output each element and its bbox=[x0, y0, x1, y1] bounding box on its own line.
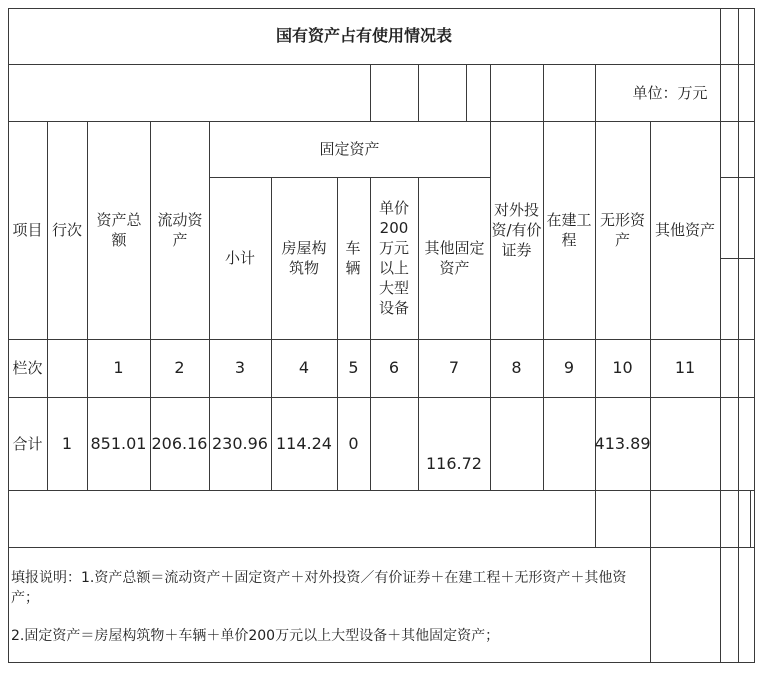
column-number-label: 栏次 bbox=[12, 359, 43, 377]
total-row-label: 合计 bbox=[12, 434, 43, 453]
total-row-current-assets: 206.16 bbox=[151, 433, 208, 453]
header-row-no: 行次 bbox=[51, 221, 82, 239]
header-current-assets: 流动资产 bbox=[157, 211, 203, 249]
header-investment: 对外投资/有价证券 bbox=[491, 201, 542, 259]
header-subtotal: 小计 bbox=[224, 249, 255, 267]
header-other-fixed: 其他固定资产 bbox=[424, 239, 485, 277]
header-total-assets: 资产总额 bbox=[96, 211, 142, 249]
header-intangible: 无形资产 bbox=[599, 211, 645, 249]
total-row-total-assets: 851.01 bbox=[90, 433, 147, 453]
column-number-3: 3 bbox=[234, 358, 246, 377]
header-construction: 在建工程 bbox=[546, 211, 592, 249]
total-row-investment bbox=[490, 397, 543, 490]
column-number-1: 1 bbox=[113, 358, 124, 377]
header-buildings: 房屋构筑物 bbox=[281, 239, 327, 277]
header-fixed-assets: 固定资产 bbox=[319, 140, 380, 158]
filling-note-2: 2.固定资产＝房屋构筑物＋车辆＋单价200万元以上大型设备＋其他固定资产； bbox=[11, 628, 500, 644]
total-row-vehicles: 0 bbox=[348, 433, 359, 453]
column-number-10: 10 bbox=[612, 358, 633, 377]
total-row-subtotal: 230.96 bbox=[212, 433, 268, 453]
header-large-equipment: 单价200万元以上大型设备 bbox=[378, 199, 409, 317]
column-number-4: 4 bbox=[298, 358, 310, 377]
total-row-other-assets bbox=[650, 397, 720, 490]
header-other-assets: 其他资产 bbox=[654, 221, 715, 239]
header-item: 项目 bbox=[12, 221, 43, 239]
total-row-row-no: 1 bbox=[61, 433, 73, 453]
column-number-7: 7 bbox=[448, 358, 460, 377]
column-number-5: 5 bbox=[348, 358, 359, 377]
total-row-other-fixed: 116.72 bbox=[426, 454, 482, 473]
total-row-buildings: 114.24 bbox=[276, 433, 332, 453]
header-vehicles: 车辆 bbox=[345, 239, 361, 277]
unit-label: 单位：万元 bbox=[632, 83, 708, 102]
total-row-large-equipment bbox=[370, 397, 418, 490]
total-row-construction bbox=[543, 397, 595, 490]
column-number-6: 6 bbox=[388, 358, 400, 377]
total-row-intangible: 413.89 bbox=[594, 433, 651, 453]
column-number-9: 9 bbox=[563, 358, 575, 377]
column-number-8: 8 bbox=[511, 358, 522, 377]
table-title: 国有资产占有使用情况表 bbox=[275, 26, 452, 45]
filling-note-1: 填报说明：1.资产总额＝流动资产＋固定资产＋对外投资／有价证券＋在建工程＋无形资产＋其他资产； bbox=[11, 570, 627, 606]
column-number-2: 2 bbox=[174, 358, 185, 377]
column-number-11: 11 bbox=[674, 358, 696, 377]
